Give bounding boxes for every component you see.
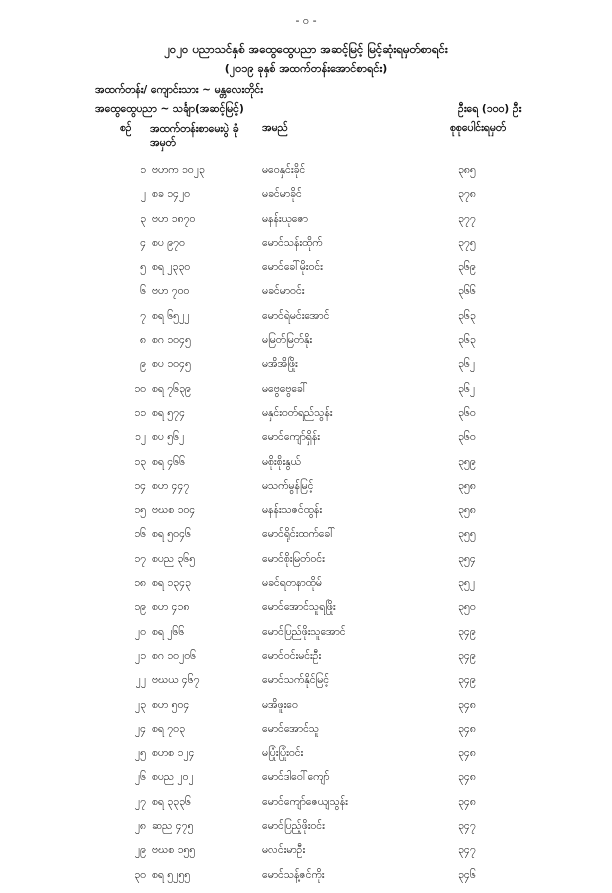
table-row [0, 553, 612, 577]
student-name: မောင်အောင်သူ [262, 722, 320, 735]
table-row [0, 626, 612, 650]
row-number: ၁၂ [134, 431, 146, 444]
table-row [0, 213, 612, 237]
student-name: မောင်သက်နိုင်မြင့် [262, 674, 330, 687]
table-row [0, 796, 612, 820]
table-row [0, 407, 612, 431]
roll-number: စရ ၇၀၃ [152, 722, 185, 735]
row-number: ၂၈ [134, 820, 146, 833]
roll-number: ဗဃစ ၁၀၄ [152, 504, 196, 517]
row-number: ၂၀ [134, 625, 146, 638]
roll-number: စပ ၅၆၂ [152, 431, 185, 444]
student-name: မခင်မာဝင်း [262, 285, 305, 298]
roll-number: စရ ၁၃၄၃ [152, 577, 191, 590]
row-number: ၃၀ [134, 868, 146, 881]
row-number: ၅ [140, 261, 146, 274]
total-marks: ၃၄၈ [458, 698, 476, 711]
roll-number: စရ ၂၆၆ [152, 625, 185, 638]
total-marks: ၃၅၉ [458, 455, 476, 468]
header-no: စဉ် [120, 122, 132, 134]
row-number: ၁၀ [134, 382, 146, 395]
total-marks: ၃၄၇ [458, 844, 476, 857]
roll-number: ဗဟ ၁၈၇၀ [152, 212, 196, 225]
roll-number: စခ ၁၄၂၀ [152, 188, 191, 201]
table-row [0, 383, 612, 407]
total-marks: ၃၆၀ [458, 431, 476, 444]
row-number: ၂၃ [134, 698, 146, 711]
total-marks: ၃၇၅ [458, 236, 476, 249]
table-row [0, 334, 612, 358]
student-name: မဝေနှင်းခိုင် [262, 164, 306, 176]
table-row [0, 310, 612, 334]
student-name: မောင်ဒါဝေါ်ကျော် [262, 771, 330, 784]
total-marks: ၃၄၉ [458, 649, 476, 662]
row-number: ၁၃ [134, 455, 146, 468]
student-name: မသက်မွန်မြင့် [262, 479, 314, 492]
row-number: ၄ [140, 236, 146, 249]
total-marks: ၃၇၇ [458, 212, 476, 225]
row-number: ၁၆ [134, 528, 146, 541]
total-marks: ၃၄၈ [458, 795, 476, 808]
roll-number: စရ ၆၅၂၂ [152, 309, 190, 322]
roll-number: စပ ၁၀၄၅ [152, 358, 191, 371]
document-subtitle: (၂၀၁၉ ခုနှစ် အထက်တန်းအောင်စာရင်း) [224, 62, 388, 75]
table-row [0, 650, 612, 674]
row-number: ၁၉ [134, 601, 146, 614]
total-marks: ၃၆၆ [458, 285, 476, 298]
student-name: မအိဖူးဝေ [262, 698, 298, 711]
row-number: ၁ [140, 164, 146, 176]
roll-number: စဂ ၁၀၂၀၆ [152, 649, 197, 662]
roll-number: စပည ၃၆၅ [152, 552, 196, 565]
row-number: ၂၅ [134, 747, 146, 760]
header-roll-number: အထက်တန်းစာမေးပွဲ ခုံအမှတ် [150, 123, 239, 149]
roll-number: စရ ၅၀၄၆ [152, 528, 191, 541]
roll-number: ဗဃစ ၁၅၅ [152, 844, 196, 857]
total-marks: ၃၄၈ [458, 771, 476, 784]
student-name: မောင်သန်းထိုက် [262, 236, 323, 249]
table-row [0, 285, 612, 309]
document-title: ၂၀၂၀ ပညာသင်နှစ် အထွေထွေပညာ အဆင့်မြင့် မြင့်ဆုံးရမှတ်စာရင်း [164, 42, 448, 56]
table-row [0, 577, 612, 601]
student-name: မောင်ရဲမင်းအောင် [262, 309, 330, 322]
total-marks: ၃၄၉ [458, 625, 476, 638]
row-number: ၃ [140, 212, 146, 225]
total-marks: ၃၅၅ [458, 528, 476, 541]
student-name: မမြတ်မြတ်နိုး [262, 334, 313, 347]
exam-label: အထွေထွေပညာ ~ သင်္ချာ(အဆင့်မြင့်) [95, 103, 244, 115]
roll-number: စရ ၃၃၃၆ [152, 795, 191, 808]
student-name: မနန်းယုဇော [262, 212, 308, 225]
row-number: ၆ [140, 285, 146, 298]
total-marks: ၃၅၄ [458, 552, 476, 565]
total-marks: ၃၄၆ [458, 868, 476, 881]
student-name: မောင်ကျော်ဇေယျသွန်း [262, 795, 348, 808]
total-marks: ၃၅၈ [458, 504, 476, 517]
page-number: - ၀ - [295, 14, 317, 27]
roll-number: စဂ ၁၀၄၅ [152, 334, 191, 347]
results-table [0, 164, 612, 893]
table-row [0, 456, 612, 480]
roll-number: စပည ၂၀၂ [152, 771, 194, 784]
student-name: မောင်အောင်သူရဖြိုး [262, 601, 336, 614]
student-name: မနန်းသဇင်ထွန်း [262, 504, 323, 517]
row-number: ၁၈ [134, 577, 146, 590]
header-name: အမည် [262, 122, 288, 134]
student-name: မလင်းမာဦး [262, 844, 306, 857]
table-row [0, 261, 612, 285]
row-number: ၁၁ [134, 406, 146, 419]
student-name: မောင်သန့်ဇင်ကိုး [262, 868, 325, 881]
table-row [0, 723, 612, 747]
region-label: အထက်တန်း/ ကျောင်းသား ~ မန္တလေးတိုင်း [95, 84, 263, 96]
student-name: မဗွေဗွေခေါ် [262, 382, 308, 395]
row-number: ၂၁ [134, 649, 146, 662]
total-marks: ၃၈၅ [458, 164, 476, 176]
roll-number: စရ ၅၇၄ [152, 406, 185, 419]
table-row [0, 358, 612, 382]
row-number: ၁၄ [134, 479, 146, 492]
total-marks: ၃၄၈ [458, 722, 476, 735]
student-name: မောင်ရိုင်းထက်ခေါ် [262, 528, 335, 541]
student-name: မနှင်းဝတ်ရည်သွန်း [262, 406, 333, 419]
row-number: ၁၅ [134, 504, 146, 517]
roll-number: ဗဟက ၁၀၂၃ [152, 164, 205, 176]
row-number: ၂၂ [135, 674, 146, 687]
table-row [0, 601, 612, 625]
student-name: မခင်ရတနာထိုမ် [262, 577, 322, 590]
row-number: ၂၇ [134, 795, 146, 808]
table-row [0, 480, 612, 504]
table-row [0, 164, 612, 188]
total-marks: ၃၇၈ [458, 188, 476, 201]
total-marks: ၃၅၈ [458, 479, 476, 492]
student-name: မောင်စိုးမြတ်ဝင်း [262, 552, 325, 565]
roll-number: ဗဟ ၇၀၀ [152, 285, 190, 298]
roll-number: စပ ၉၇၀ [152, 236, 185, 249]
roll-number: စရ ၂၃၃၀ [152, 261, 191, 274]
student-name: မောင်ပြည်ဖိုးသူအောင် [262, 625, 346, 638]
table-row [0, 431, 612, 455]
roll-number: စဟ ၄၄၇ [152, 479, 190, 492]
table-row [0, 699, 612, 723]
table-row [0, 674, 612, 698]
student-name: မောင်ဝင်းမင်းဦး [262, 649, 322, 662]
row-number: ၇ [140, 309, 146, 322]
roll-number: ဗဃယ ၄၆၇ [152, 674, 200, 687]
total-marks: ၃၅၀ [458, 601, 476, 614]
table-row [0, 771, 612, 795]
table-row [0, 844, 612, 868]
student-name: မောင်ပြည့်ဖိုးဝင်း [262, 820, 325, 833]
roll-number: စရ ၅၂၅၅ [152, 868, 191, 881]
row-number: ၂၄ [134, 722, 146, 735]
total-marks: ၃၄၈ [458, 747, 476, 760]
roll-number: စဟစ ၁၂၄ [152, 747, 195, 760]
total-marks: ၃၄၉ [458, 674, 476, 687]
student-name: မောင်ခေါ်မိုးဝင်း [262, 261, 323, 274]
row-number: ၉ [140, 358, 146, 371]
table-row [0, 188, 612, 212]
row-number: ၂၆ [134, 771, 146, 784]
header-total-marks: စုစုပေါင်းရမှတ် [450, 122, 507, 134]
roll-number: စရ ၇၆၃၉ [152, 382, 191, 395]
student-name: မခင်မာခိုင် [262, 188, 302, 201]
roll-number: စဟ ၅၀၄ [152, 698, 190, 711]
row-number: ၂၉ [134, 844, 146, 857]
row-number: ၈ [140, 334, 146, 347]
roll-number: ဆည ၄၇၅ [152, 820, 194, 833]
row-number: ၁၇ [134, 552, 146, 565]
total-marks: ၃၆၉ [458, 261, 476, 274]
total-marks: ၃၆၂ [458, 382, 475, 395]
total-marks: ၃၆၃ [458, 309, 476, 322]
student-name: မစိုးစိုးနွယ် [262, 455, 301, 468]
table-row [0, 237, 612, 261]
total-marks: ၃၄၇ [458, 820, 476, 833]
total-marks: ၃၆၂ [458, 358, 475, 371]
total-marks: ၃၅၂ [458, 577, 475, 590]
table-row [0, 504, 612, 528]
row-number: ၂ [140, 188, 146, 201]
total-marks: ၃၆၀ [458, 406, 476, 419]
student-name: မပြုံးပြုံးဝင်း [262, 747, 304, 760]
roll-number: စရ ၄၆၆ [152, 455, 185, 468]
table-row [0, 747, 612, 771]
table-row [0, 528, 612, 552]
table-row [0, 869, 612, 893]
roll-number: စဟ ၄၁၈ [152, 601, 190, 614]
table-row [0, 820, 612, 844]
count-label: ဦးရေ (၁၀၀) ဦး [458, 103, 522, 115]
student-name: မအိအိဖြိုး [262, 358, 298, 371]
total-marks: ၃၆၃ [458, 334, 476, 347]
student-name: မောင်ကျော်ရှိန်း [262, 431, 320, 444]
